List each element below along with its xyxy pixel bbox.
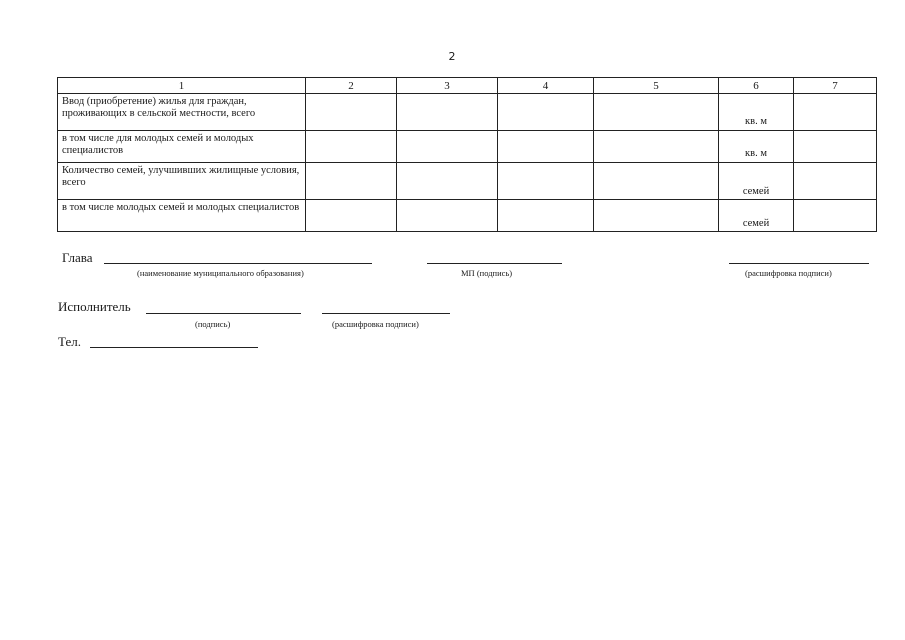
table-cell — [397, 131, 498, 163]
head-decode-line — [729, 263, 869, 264]
table-cell — [498, 94, 594, 131]
table-cell — [794, 131, 877, 163]
row-label: Ввод (приобретение) жилья для граждан, проживающих в сельской местности, всего — [58, 94, 306, 131]
table-cell — [498, 200, 594, 232]
table-cell — [306, 94, 397, 131]
executor-label: Исполнитель — [58, 299, 131, 314]
table-cell — [306, 200, 397, 232]
report-table — [57, 77, 877, 232]
phone-label: Тел. — [58, 334, 81, 349]
table-cell — [794, 94, 877, 131]
table-row — [58, 200, 877, 232]
executor-signature-line — [146, 313, 301, 314]
head-signature-caption: МП (подпись) — [461, 268, 513, 278]
table-row — [58, 94, 877, 131]
table-cell — [397, 200, 498, 232]
head-label: Глава — [62, 250, 93, 265]
table-cell — [594, 163, 719, 200]
row-label: Количество семей, улучшивших жилищные условия, всего — [58, 163, 306, 200]
row-unit: семей — [719, 163, 794, 200]
table-cell — [594, 131, 719, 163]
org-name-caption: (наименование муниципального образования) — [137, 268, 304, 278]
column-header-2: 2 — [306, 78, 397, 94]
table-cell — [498, 131, 594, 163]
table-cell — [397, 94, 498, 131]
org-name-line — [104, 263, 372, 264]
table-cell — [306, 131, 397, 163]
column-header-6: 6 — [719, 78, 794, 94]
column-header-1: 1 — [58, 78, 306, 94]
table-cell — [594, 94, 719, 131]
executor-decode-caption: (расшифровка подписи) — [332, 319, 419, 329]
page-number: 2 — [448, 50, 456, 63]
row-unit: кв. м — [719, 94, 794, 131]
row-unit: кв. м — [719, 131, 794, 163]
row-label: в том числе для молодых семей и молодых специалистов — [58, 131, 306, 163]
table-cell — [498, 163, 594, 200]
row-label: в том числе молодых семей и молодых специалистов — [58, 200, 306, 232]
table-cell — [397, 163, 498, 200]
column-header-3: 3 — [397, 78, 498, 94]
column-header-7: 7 — [794, 78, 877, 94]
table-cell — [794, 163, 877, 200]
table-row — [58, 131, 877, 163]
executor-decode-line — [322, 313, 450, 314]
column-header-4: 4 — [498, 78, 594, 94]
table-header-row — [58, 78, 877, 94]
row-unit: семей — [719, 200, 794, 232]
table-cell — [794, 200, 877, 232]
head-decode-caption: (расшифровка подписи) — [745, 268, 832, 278]
table-cell — [306, 163, 397, 200]
table-row — [58, 163, 877, 200]
executor-signature-caption: (подпись) — [195, 319, 231, 329]
head-signature-line — [427, 263, 562, 264]
table-cell — [594, 200, 719, 232]
column-header-5: 5 — [594, 78, 719, 94]
phone-line — [90, 347, 258, 348]
